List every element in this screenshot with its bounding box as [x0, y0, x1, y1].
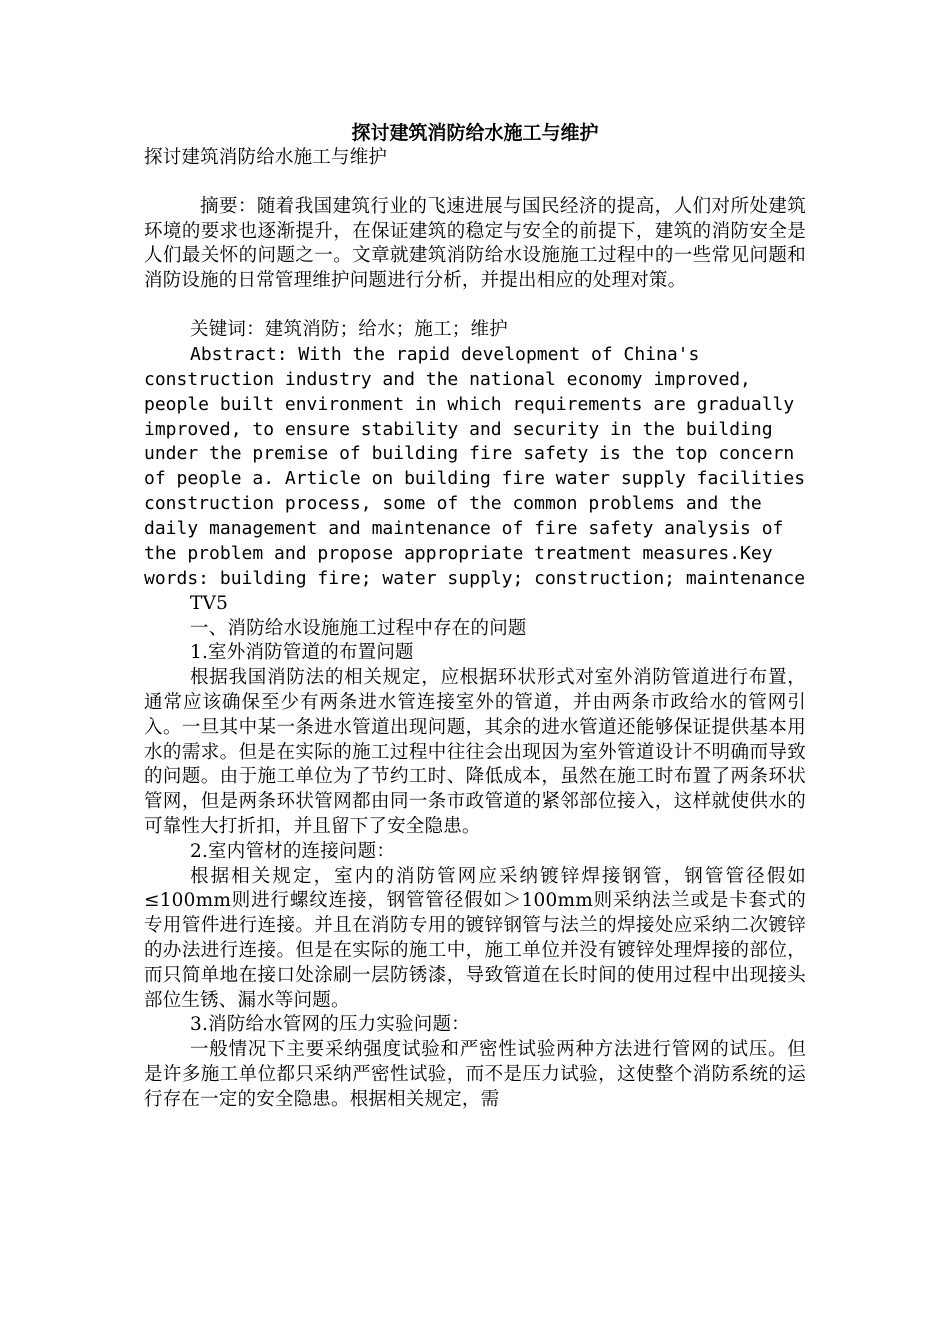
subsection-body-1: 根据我国消防法的相关规定，应根据环状形式对室外消防管道进行布置，通常应该确保至少有两条进水管连接室外的管道，并由两条市政给水的管网引入。一旦其中某一条进水管道出现问题，其余的进水管道还能够保证提供基本用水的需求。但是在实际的施工过程中往往会出现因为室外管道设计不明确而导致的问题。由于施工单位为了节约工时、降低成本，虽然在施工时布置了两条环状管网，但是两条环状管网都由同一条市政管道的紧邻部位接入，这样就使供水的可靠性大打折扣，并且留下了安全隐患。 — [144, 667, 806, 838]
spacer — [144, 294, 806, 318]
document-title: 探讨建筑消防给水施工与维护 — [351, 122, 599, 144]
subsection-heading-1: 1.室外消防管道的布置问题 — [190, 642, 414, 664]
section-heading-1: 一、消防给水设施施工过程中存在的问题 — [190, 617, 527, 639]
subsection-body-2: 根据相关规定，室内的消防管网应采纳镀锌焊接钢管，钢管管径假如≤100mm则进行螺纹连接，钢管管径假如＞100mm则采纳法兰或是卡套式的专用管件进行连接。并且在消防专用的镀锌钢管与法兰的焊接处应采纳二次镀锌的办法进行连接。但是在实际的施工中，施工单位并没有镀锌处理焊接的部位，而只简单地在接口处涂刷一层防锈漆，导致管道在长时间的使用过程中出现接头部位生锈、漏水等问题。 — [144, 865, 806, 1011]
document-subtitle: 探讨建筑消防给水施工与维护 — [144, 147, 388, 168]
spacer — [144, 171, 806, 195]
classification-code: TV5 — [190, 592, 229, 614]
abstract-english: Abstract: With the rapid development of China's construction industry and the national economy improved, people built environment in which requirements are gradually improved, to ensure stability and security in the building under the premise of building fire safety is the top concern of people a. Article on building fire water supply facilities construction process, some of the common problems and the daily management and maintenance of fire safety analysis of the problem and propose appropriate treatment measures.Key words: building fire; water supply; construction; maintenance — [144, 343, 806, 589]
subsection-heading-3: 3.消防给水管网的压力实验问题： — [190, 1014, 470, 1036]
document-page — [144, 120, 806, 1113]
subsection-heading-2: 2.室内管材的连接问题： — [190, 840, 396, 862]
abstract-chinese: 摘要：随着我国建筑行业的飞速进展与国民经济的提高，人们对所处建筑环境的要求也逐渐提升，在保证建筑的稳定与安全的前提下，建筑的消防安全是人们最关怀的问题之一。文章就建筑消防给水设施施工过程中的一些常见问题和消防设施的日常管理维护问题进行分析，并提出相应的处理对策。 — [144, 195, 806, 292]
keywords-chinese: 关键词：建筑消防；给水；施工；维护 — [190, 318, 508, 340]
subsection-body-3: 一般情况下主要采纳强度试验和严密性试验两种方法进行管网的试压。但是许多施工单位都只采纳严密性试验，而不是压力试验，这使整个消防系统的运行存在一定的安全隐患。根据相关规定，需 — [144, 1039, 806, 1110]
